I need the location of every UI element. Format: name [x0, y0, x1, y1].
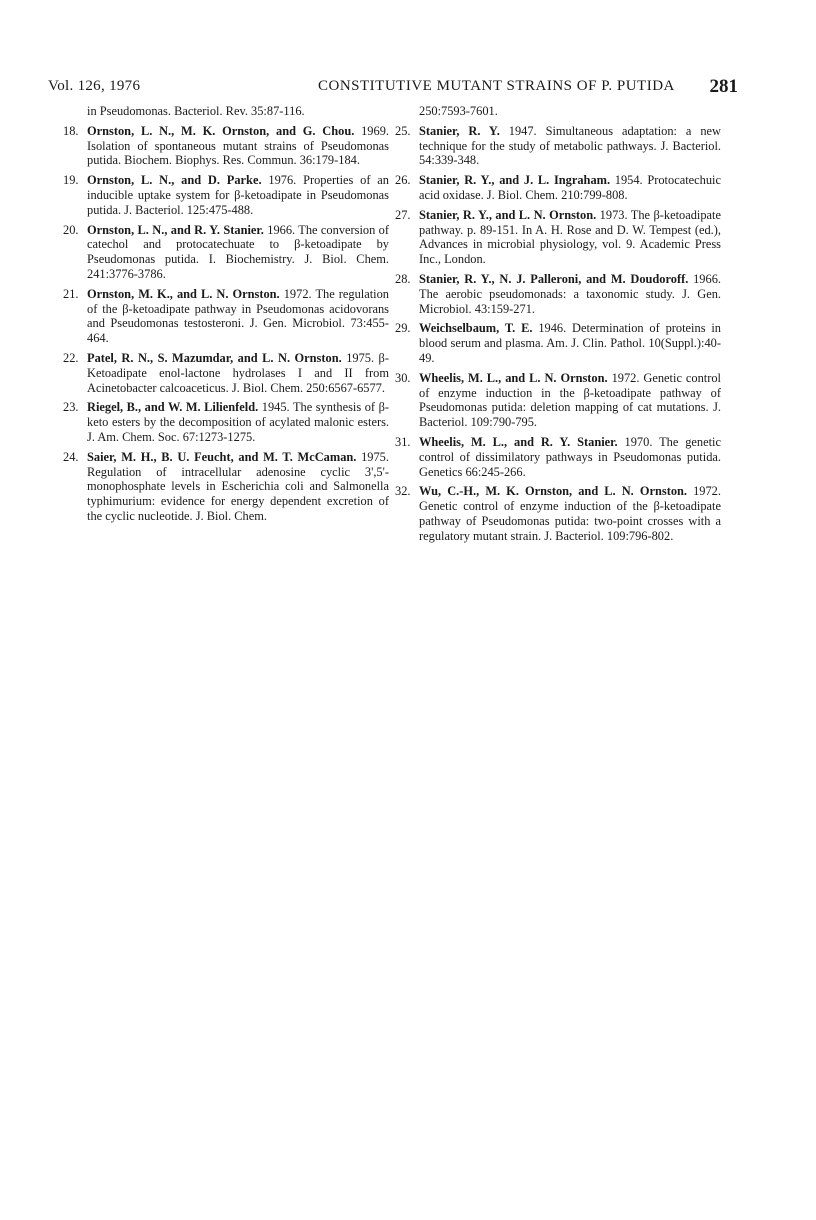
reference-text: 1972. Genetic control of enzyme induction of the β-ketoadipate pathway of Pseudomonas putida: two-point crosses with a regulatory mutant strain. J. Bacteriol. 109:796-802. — [419, 484, 721, 543]
reference-authors: Ornston, M. K., and L. N. Ornston. — [87, 286, 280, 301]
reference-text: 1975. Regulation of intracellular adenosine cyclic 3',5'-monophosphate levels in Escherichia coli and Salmonella typhimurium: evidence for energy dependent excretion of the cyclic nucleotide. J. Biol. Chem. — [87, 449, 389, 523]
running-title: CONSTITUTIVE MUTANT STRAINS OF P. PUTIDA — [318, 78, 675, 94]
reference-authors: Stanier, R. Y., and J. L. Ingraham. — [419, 173, 611, 188]
reference-23 — [63, 400, 389, 444]
reference-number: 28. — [395, 271, 411, 286]
reference-text: 1945. The synthesis of β-keto esters by the decomposition of acylated malonic esters. J. Am. Chem. Soc. 67:1273-1275. — [87, 400, 389, 444]
reference-text: 1966. The conversion of catechol and protocatechuate to β-ketoadipate by Pseudomonas putida. I. Biochemistry. J. Biol. Chem. 241:3776-3786. — [87, 222, 389, 281]
reference-authors: Ornston, L. N., and R. Y. Stanier. — [87, 222, 264, 237]
reference-text: 1973. The β-ketoadipate pathway. p. 89-151. In A. H. Rose and D. W. Tempest (ed.), Advances in microbial physiology, vol. 9. Academic Press Inc., London. — [419, 207, 721, 267]
reference-number: 24. — [63, 449, 79, 464]
reference-text: 1976. Properties of an inducible uptake system for β-ketoadipate in Pseudomonas putida. J. Bacteriol. 125:475-488. — [87, 173, 389, 217]
running-header — [48, 78, 738, 102]
reference-number: 30. — [395, 370, 411, 385]
reference-number: 29. — [395, 321, 411, 336]
reference-authors: Riegel, B., and W. M. Lilienfeld. — [87, 400, 259, 415]
reference-28 — [395, 272, 721, 316]
reference-authors: Weichselbaum, T. E. — [419, 321, 533, 336]
page-number: 281 — [709, 76, 738, 97]
reference-authors: Ornston, L. N., and D. Parke. — [87, 173, 262, 188]
reference-29 — [395, 321, 721, 365]
reference-authors: Ornston, L. N., M. K. Ornston, and G. Chou. — [87, 123, 355, 138]
reference-authors: Stanier, R. Y., and L. N. Ornston. — [419, 207, 597, 222]
reference-authors: Saier, M. H., B. U. Feucht, and M. T. McCaman. — [87, 449, 357, 464]
reference-number: 25. — [395, 123, 411, 138]
reference-text: 1969. Isolation of spontaneous mutant strains of Pseudomonas putida. Biochem. Biophys. Res. Commun. 36:179-184. — [87, 123, 389, 168]
reference-32 — [395, 484, 721, 543]
reference-25 — [395, 124, 721, 168]
reference-21 — [63, 287, 389, 346]
reference-authors: Stanier, R. Y. — [419, 123, 500, 138]
reference-number: 31. — [395, 434, 411, 449]
reference-authors: Wheelis, M. L., and R. Y. Stanier. — [419, 434, 618, 449]
reference-text: 1972. Genetic control of enzyme induction in the β-ketoadipate pathway of Pseudomonas putida: deletion mapping of cat mutations. J. Bacteriol. 109:790-795. — [419, 370, 721, 430]
left-column — [63, 104, 389, 529]
reference-31 — [395, 435, 721, 479]
reference-authors: Patel, R. N., S. Mazumdar, and L. N. Ornston. — [87, 350, 342, 365]
reference-number: 21. — [63, 286, 79, 301]
reference-number: 23. — [63, 400, 79, 415]
reference-19 — [63, 173, 389, 217]
reference-continuation: in Pseudomonas. Bacteriol. Rev. 35:87-116. — [87, 104, 305, 118]
volume-label: Vol. 126, 1976 — [48, 78, 141, 94]
reference-text: 1975. β-Ketoadipate enol-lactone hydrolases I and II from Acinetobacter calcoaceticus. J. Biol. Chem. 250:6567-6577. — [87, 350, 389, 395]
reference-text: 1954. Protocatechuic acid oxidase. J. Biol. Chem. 210:799-808. — [419, 173, 721, 202]
reference-number: 27. — [395, 207, 411, 222]
reference-authors: Wheelis, M. L., and L. N. Ornston. — [419, 370, 608, 385]
reference-text: 1966. The aerobic pseudomonads: a taxonomic study. J. Gen. Microbiol. 43:159-271. — [419, 271, 721, 316]
reference-text: 1970. The genetic control of dissimilatory pathways in Pseudomonas putida. Genetics 66:245-266. — [419, 434, 721, 479]
reference-30 — [395, 371, 721, 430]
reference-26 — [395, 173, 721, 203]
reference-18 — [63, 124, 389, 168]
reference-number: 20. — [63, 222, 79, 237]
reference-number: 19. — [63, 173, 79, 188]
reference-authors: Wu, C.-H., M. K. Ornston, and L. N. Ornston. — [419, 484, 688, 499]
reference-continuation: 250:7593-7601. — [419, 104, 498, 118]
reference-24 — [63, 450, 389, 524]
reference-22 — [63, 351, 389, 395]
reference-number: 26. — [395, 173, 411, 188]
reference-text: 1972. The regulation of the β-ketoadipate pathway in Pseudomonas acidovorans and Pseudomonas testosteroni. J. Gen. Microbiol. 73:455-464. — [87, 286, 389, 346]
right-column — [395, 104, 721, 549]
reference-text: 1946. Determination of proteins in blood serum and plasma. Am. J. Clin. Pathol. 10(Suppl.):40-49. — [419, 321, 721, 365]
reference-27 — [395, 208, 721, 267]
reference-20 — [63, 223, 389, 282]
reference-number: 32. — [395, 484, 411, 499]
reference-authors: Stanier, R. Y., N. J. Palleroni, and M. Doudoroff. — [419, 271, 689, 286]
reference-text: 1947. Simultaneous adaptation: a new technique for the study of metabolic pathways. J. Bacteriol. 54:339-348. — [419, 123, 721, 168]
reference-number: 22. — [63, 350, 79, 365]
reference-number: 18. — [63, 123, 79, 138]
